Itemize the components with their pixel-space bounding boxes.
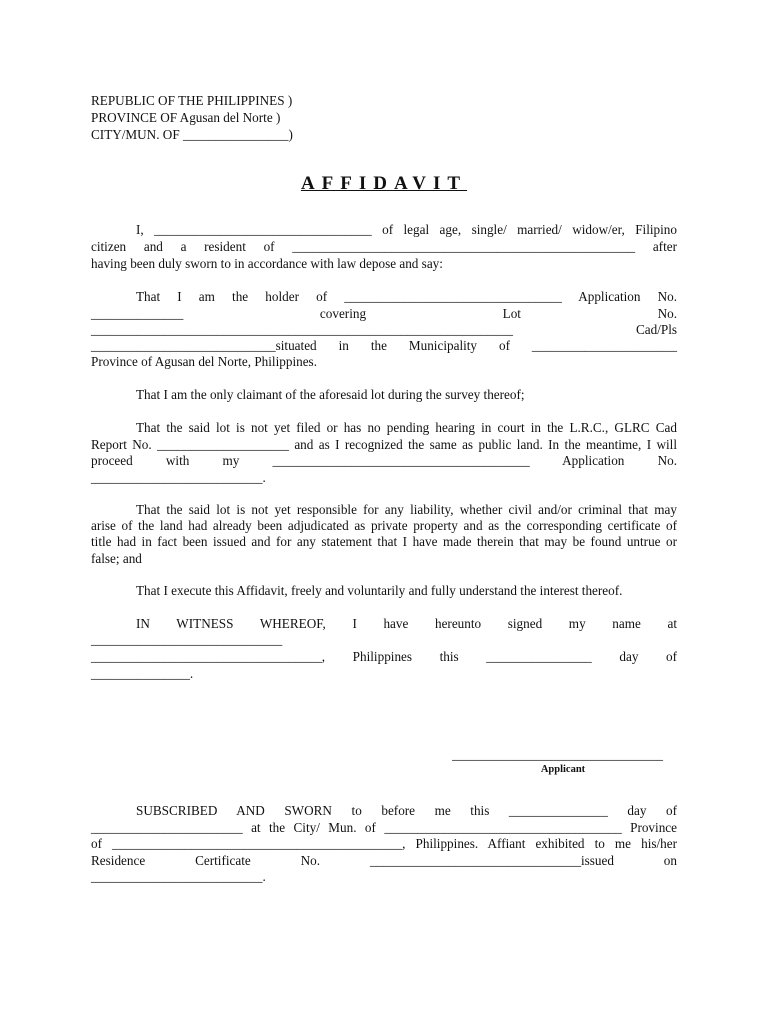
witness-line-1: IN WITNESS WHEREOF, I have hereunto signed my name at xyxy=(136,616,677,631)
intro-line-3: having been duly sworn to in accordance with law depose and say: xyxy=(91,256,443,271)
witness-line-2: _____________________________ xyxy=(91,632,283,647)
header-province: PROVINCE OF Agusan del Norte ) xyxy=(91,110,281,125)
not-filed-line-3: proceed with my _______________________________________ Application No. xyxy=(91,453,677,468)
intro-line-2: citizen and a resident of ____________________________________________________ after xyxy=(91,239,677,254)
jurat-line-1: SUBSCRIBED AND SWORN to before me this _______________ day of xyxy=(136,803,677,818)
holder-line-1: That I am the holder of _________________________________ Application No. xyxy=(136,289,677,304)
jurat-line-3: of ____________________________________________, Philippines. Affiant exhibited to me his/her xyxy=(91,836,677,851)
paragraph-claimant: That I am the only claimant of the aforesaid lot during the survey thereof; xyxy=(136,387,525,402)
applicant-signature-line: ________________________________ xyxy=(452,747,663,762)
header-republic: REPUBLIC OF THE PHILIPPINES ) xyxy=(91,93,293,108)
header-city: CITY/MUN. OF ________________) xyxy=(91,127,293,142)
document-title: AFFIDAVIT xyxy=(300,173,468,194)
holder-line-3: ________________________________________________________________ Cad/Pls xyxy=(91,322,677,337)
jurat-line-5: __________________________. xyxy=(91,869,266,884)
applicant-label: Applicant xyxy=(540,764,586,775)
liability-line-1: That the said lot is not yet responsible for any liability, whether civil and/or criminal that may xyxy=(136,502,677,517)
intro-line-1: I, _________________________________ of legal age, single/ married/ widow/er, Filipino xyxy=(136,222,677,237)
witness-line-4: _______________. xyxy=(91,666,194,681)
not-filed-line-4: __________________________. xyxy=(91,470,266,485)
holder-line-5: Province of Agusan del Norte, Philippines. xyxy=(91,354,317,369)
witness-line-3: ___________________________________, Philippines this ________________ day of xyxy=(91,649,677,664)
holder-line-4: ____________________________situated in the Municipality of ______________________ xyxy=(91,338,677,353)
not-filed-line-2: Report No. ____________________ and as I recognized the same as public land. In the meantime, I will xyxy=(91,437,677,452)
not-filed-line-1: That the said lot is not yet filed or has no pending hearing in court in the L.R.C., GLRC Cad xyxy=(136,420,677,435)
liability-line-3: title had in fact been issued and for any statement that I have made therein that may be found untrue or xyxy=(91,534,677,549)
paragraph-execute: That I execute this Affidavit, freely and voluntarily and fully understand the interest thereof. xyxy=(136,583,623,598)
jurat-line-4: Residence Certificate No. ________________________________issued on xyxy=(91,853,677,868)
liability-line-4: false; and xyxy=(91,551,142,566)
holder-line-2: ______________ covering Lot No. xyxy=(91,306,677,321)
jurat-line-2: _______________________ at the City/ Mun. of ____________________________________ Province xyxy=(91,820,677,835)
liability-line-2: arise of the land had already been adjudicated as private property and as the corresponding certificate of xyxy=(91,518,677,533)
